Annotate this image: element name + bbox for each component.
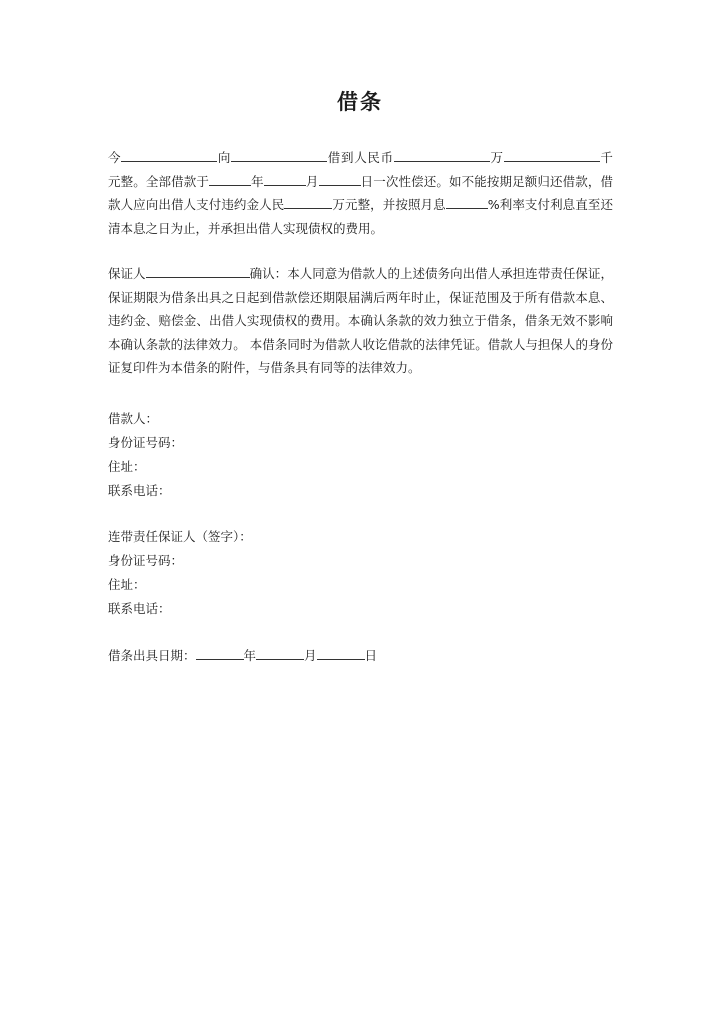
issue-year-blank[interactable] xyxy=(196,645,244,660)
loan-text: 今 xyxy=(108,150,122,165)
loan-paragraph xyxy=(108,146,613,240)
borrower-blank[interactable] xyxy=(231,147,327,162)
loan-text: 借到人民币 xyxy=(327,150,394,165)
guarantor-address-label: 住址： xyxy=(108,577,146,592)
borrower-name-label: 借款人： xyxy=(108,411,159,426)
document-title: 借条 xyxy=(337,90,383,114)
guarantor-phone-label: 联系电话： xyxy=(108,601,171,616)
issue-year-label: 年 xyxy=(243,648,257,663)
loan-text: 月 xyxy=(305,173,319,189)
penalty-amount-blank[interactable] xyxy=(284,194,332,209)
issue-day-blank[interactable] xyxy=(317,645,365,660)
borrower-id-label: 身份证号码： xyxy=(108,435,184,450)
lender-blank[interactable] xyxy=(121,147,217,162)
issue-date-line xyxy=(108,645,377,666)
loan-text: 日一次性偿还。如不能按期足额归还借款，借款人应向出借人支付违约金人民 xyxy=(108,173,613,212)
amount-thousand-blank[interactable] xyxy=(504,147,600,162)
guarantee-paragraph xyxy=(108,262,613,380)
borrower-phone-label: 联系电话： xyxy=(108,483,171,498)
issue-date-label: 借条出具日期： xyxy=(108,648,196,663)
interest-rate-blank[interactable] xyxy=(446,194,488,209)
guarantor-name-blank[interactable] xyxy=(146,263,250,278)
issue-month-label: 月 xyxy=(304,648,317,663)
issue-month-blank[interactable] xyxy=(256,645,304,660)
borrower-address-label: 住址： xyxy=(108,459,146,474)
guarantee-text: 保证人 xyxy=(108,266,146,281)
issue-day-label: 日 xyxy=(364,648,378,663)
repay-year-blank[interactable] xyxy=(209,171,251,186)
loan-text: %利率支付利息直至还清本息之日为止，并承担出借人实现债权的费用。 xyxy=(108,197,613,236)
guarantor-id-label: 身份证号码： xyxy=(108,553,184,568)
repay-month-blank[interactable] xyxy=(264,171,306,186)
loan-text: 千元整。全部借款于 xyxy=(108,150,613,189)
loan-text: 万元整，并按照月息 xyxy=(332,197,446,212)
guarantor-name-label: 连带责任保证人（签字）： xyxy=(108,529,252,544)
repay-day-blank[interactable] xyxy=(319,171,361,186)
loan-text: 万 xyxy=(489,150,504,165)
amount-ten-thousand-blank[interactable] xyxy=(394,147,490,162)
guarantee-text: 确认：本人同意为借款人的上述债务向出借人承担连带责任保证，保证期限为借条出具之日起到借款偿还期限届满后两年时止，保证范围及于所有借款本息、违约金、赔偿金、出借人实现债权的费用。本确认条款的效力独立于借条，借条无效不影响本确认条款的法律效力。 本借条同时为借款人收讫借款的法律凭证。借款人与担保人的身份证复印件为本借条的附件，与借条具有同等的法律效力。 xyxy=(108,266,613,375)
loan-text: 年 xyxy=(251,173,264,189)
loan-text: 向 xyxy=(217,150,232,165)
